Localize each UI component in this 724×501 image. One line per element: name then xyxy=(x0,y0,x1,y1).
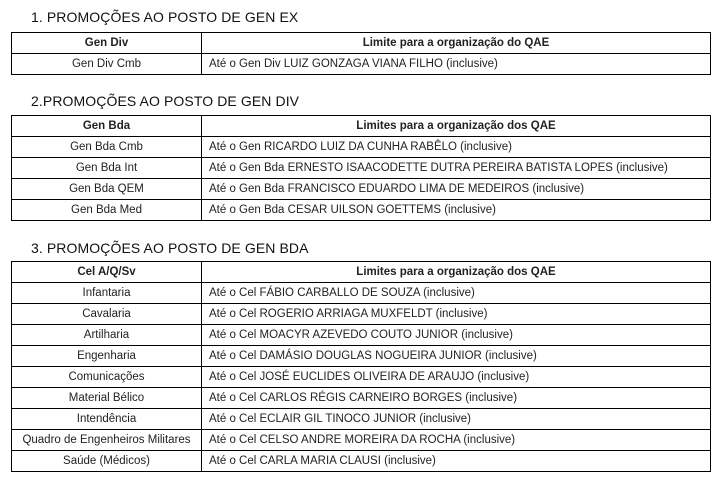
table-cell-category: Engenharia xyxy=(12,346,202,367)
table-cell-category: Gen Bda Med xyxy=(12,200,202,221)
table-cell-limit: Até o Gen Bda ERNESTO ISAACODETTE DUTRA PEREIRA BATISTA LOPES (inclusive) xyxy=(202,158,711,179)
table-row xyxy=(12,137,711,158)
table-row xyxy=(12,325,711,346)
table-cell-limit: Até o Cel JOSÉ EUCLIDES OLIVEIRA DE ARAUJO (inclusive) xyxy=(202,367,711,388)
table-cell-category: Infantaria xyxy=(12,283,202,304)
section-1-table xyxy=(11,32,711,75)
table-row xyxy=(12,346,711,367)
table-cell-limit: Até o Cel MOACYR AZEVEDO COUTO JUNIOR (inclusive) xyxy=(202,325,711,346)
table-row xyxy=(12,200,711,221)
table-cell-category: Gen Bda Int xyxy=(12,158,202,179)
table-cell-limit: Até o Cel ECLAIR GIL TINOCO JUNIOR (inclusive) xyxy=(202,409,711,430)
table-row xyxy=(12,451,711,472)
table-row xyxy=(12,158,711,179)
table-cell-category: Gen Bda QEM xyxy=(12,179,202,200)
column-header: Cel A/Q/Sv xyxy=(12,262,202,283)
table-cell-limit: Até o Cel DAMÁSIO DOUGLAS NOGUEIRA JUNIOR (inclusive) xyxy=(202,346,711,367)
table-cell-category: Artilharia xyxy=(12,325,202,346)
table-row xyxy=(12,179,711,200)
table-cell-limit: Até o Gen Bda CESAR UILSON GOETTEMS (inclusive) xyxy=(202,200,711,221)
table-row xyxy=(12,409,711,430)
section-2-table xyxy=(11,115,711,221)
section-3-table xyxy=(11,261,711,472)
table-cell-category: Quadro de Engenheiros Militares xyxy=(12,430,202,451)
table-cell-limit: Até o Gen RICARDO LUIZ DA CUNHA RABÊLO (inclusive) xyxy=(202,137,711,158)
section-1-title: 1. PROMOÇÕES AO POSTO DE GEN EX xyxy=(31,9,299,25)
column-header: Limite para a organização do QAE xyxy=(202,33,711,54)
table-cell-category: Gen Div Cmb xyxy=(12,54,202,75)
table-row xyxy=(12,367,711,388)
table-cell-category: Comunicações xyxy=(12,367,202,388)
table-header-row xyxy=(12,116,711,137)
table-cell-limit: Até o Cel CELSO ANDRE MOREIRA DA ROCHA (inclusive) xyxy=(202,430,711,451)
table-cell-limit: Até o Cel FÁBIO CARBALLO DE SOUZA (inclusive) xyxy=(202,283,711,304)
table-cell-category: Intendência xyxy=(12,409,202,430)
table-row xyxy=(12,388,711,409)
section-3-title: 3. PROMOÇÕES AO POSTO DE GEN BDA xyxy=(31,240,309,256)
table-row xyxy=(12,54,711,75)
table-cell-category: Material Bélico xyxy=(12,388,202,409)
table-cell-limit: Até o Cel CARLOS RÉGIS CARNEIRO BORGES (inclusive) xyxy=(202,388,711,409)
table-header-row xyxy=(12,262,711,283)
table-cell-category: Saúde (Médicos) xyxy=(12,451,202,472)
column-header: Limites para a organização dos QAE xyxy=(202,262,711,283)
table-row xyxy=(12,304,711,325)
table-cell-limit: Até o Cel ROGERIO ARRIAGA MUXFELDT (inclusive) xyxy=(202,304,711,325)
table-cell-limit: Até o Gen Bda FRANCISCO EDUARDO LIMA DE MEDEIROS (inclusive) xyxy=(202,179,711,200)
column-header: Gen Div xyxy=(12,33,202,54)
table-header-row xyxy=(12,33,711,54)
table-row xyxy=(12,430,711,451)
table-cell-limit: Até o Gen Div LUIZ GONZAGA VIANA FILHO (inclusive) xyxy=(202,54,711,75)
table-row xyxy=(12,283,711,304)
table-cell-category: Gen Bda Cmb xyxy=(12,137,202,158)
table-cell-category: Cavalaria xyxy=(12,304,202,325)
table-cell-limit: Até o Cel CARLA MARIA CLAUSI (inclusive) xyxy=(202,451,711,472)
column-header: Limites para a organização dos QAE xyxy=(202,116,711,137)
section-2-title: 2.PROMOÇÕES AO POSTO DE GEN DIV xyxy=(31,93,300,109)
column-header: Gen Bda xyxy=(12,116,202,137)
